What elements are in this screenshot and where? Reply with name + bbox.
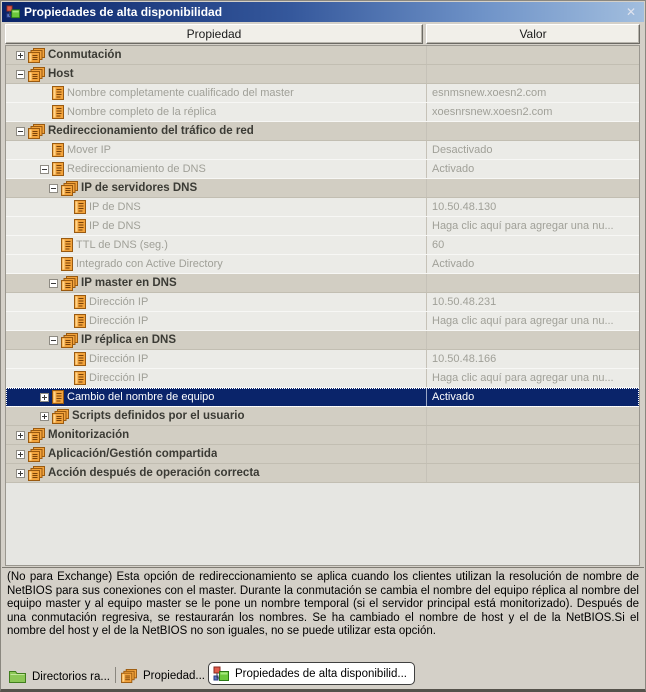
- tab-bar: [2, 645, 644, 689]
- property-value: xoesnrsnew.xoesn2.com: [426, 103, 639, 121]
- column-header-row: [5, 24, 640, 44]
- pages-stack-icon: [28, 447, 45, 462]
- table-row[interactable]: [6, 65, 639, 84]
- property-value: Haga clic aquí para agregar una nu...: [426, 217, 639, 235]
- property-value: [426, 445, 639, 463]
- property-value: [426, 407, 639, 425]
- table-row[interactable]: [6, 198, 639, 217]
- description-panel: (No para Exchange) Esta opción de redireccionamiento se aplica cuando los clientes utilizan la resolución de nombre de NetBIOS para sus conexiones con el master. Durante la conmutación se cambia el nombre del equipo réplica al nombre del equipo master y al equipo master se le pone un nombre temporal (si el servidor principal está monitorizado). Después de una conmutación regresiva, se restaurarán los nombres. Se ha cambiado el nombre de host y el de la NetBIOS.Si el nombre del host y el de la NetBIOS no son iguales, no se puede utilizar esta opción.: [2, 567, 644, 646]
- property-value: [426, 464, 639, 482]
- property-label: Integrado con Active Directory: [76, 258, 223, 270]
- property-label: IP de DNS: [89, 220, 141, 232]
- table-row[interactable]: [6, 350, 639, 369]
- pages-stack-icon: [28, 466, 45, 481]
- property-value: 60: [426, 236, 639, 254]
- property-value: Desactivado: [426, 141, 639, 159]
- document-icon: [74, 219, 86, 233]
- expand-toggle-icon[interactable]: [16, 70, 25, 79]
- table-row[interactable]: [6, 312, 639, 331]
- property-label: Redireccionamiento de DNS: [67, 163, 206, 175]
- document-icon: [74, 295, 86, 309]
- document-icon: [52, 390, 64, 404]
- property-value: [426, 46, 639, 64]
- property-label: Mover IP: [67, 144, 112, 156]
- property-label: Nombre completo de la réplica: [67, 106, 217, 118]
- pages-stack-icon: [28, 124, 45, 139]
- expand-toggle-icon[interactable]: [40, 412, 49, 421]
- expand-toggle-icon[interactable]: [16, 51, 25, 60]
- table-row[interactable]: [6, 293, 639, 312]
- expand-toggle-icon[interactable]: [16, 469, 25, 478]
- table-row[interactable]: [6, 46, 639, 65]
- expand-toggle-icon[interactable]: [49, 279, 58, 288]
- table-row[interactable]: [6, 255, 639, 274]
- document-icon: [74, 371, 86, 385]
- property-label: TTL de DNS (seg.): [76, 239, 168, 251]
- pages-stack-icon: [28, 67, 45, 82]
- pages-stack-icon: [28, 428, 45, 443]
- close-icon[interactable]: ✕: [625, 5, 636, 19]
- tab-label: Directorios ra...: [32, 670, 110, 683]
- property-value: [426, 426, 639, 444]
- table-row[interactable]: [6, 369, 639, 388]
- tab-label: Propiedad...: [142, 670, 205, 682]
- document-icon: [52, 105, 64, 119]
- property-grid: [5, 45, 640, 566]
- property-label: Acción después de operación correcta: [48, 467, 260, 479]
- property-value: Activado: [426, 388, 639, 406]
- property-value: Haga clic aquí para agregar una nu...: [426, 369, 639, 387]
- pages-stack-icon: [61, 276, 78, 291]
- tab-label: Propiedades de alta disponibilid...: [234, 667, 407, 680]
- property-label: IP de DNS: [89, 201, 141, 213]
- property-label: Conmutación: [48, 49, 122, 61]
- property-label: Scripts definidos por el usuario: [72, 410, 245, 422]
- property-label: IP réplica en DNS: [81, 334, 177, 346]
- property-value: Activado: [426, 255, 639, 273]
- table-row[interactable]: [6, 84, 639, 103]
- expand-toggle-icon[interactable]: [49, 184, 58, 193]
- pages-stack-icon: [28, 48, 45, 63]
- tab-directorios-ra[interactable]: [6, 668, 113, 685]
- document-icon: [74, 352, 86, 366]
- table-row[interactable]: [6, 103, 639, 122]
- property-label: Nombre completamente cualificado del master: [67, 87, 294, 99]
- property-value: [426, 179, 639, 197]
- document-icon: [52, 86, 64, 100]
- property-value: Activado: [426, 160, 639, 178]
- table-row[interactable]: [6, 236, 639, 255]
- window-title: Propiedades de alta disponibilidad: [24, 5, 223, 19]
- table-row[interactable]: [6, 426, 639, 445]
- table-row[interactable]: [6, 274, 639, 293]
- scenario-icon: [6, 5, 20, 19]
- tab-propiedad[interactable]: [118, 667, 208, 685]
- document-icon: [74, 200, 86, 214]
- property-value: 10.50.48.231: [426, 293, 639, 311]
- property-value: esnmsnew.xoesn2.com: [426, 84, 639, 102]
- property-value: [426, 65, 639, 83]
- table-row[interactable]: [6, 388, 639, 407]
- property-label: Host: [48, 68, 74, 80]
- table-row[interactable]: [6, 122, 639, 141]
- document-icon: [74, 314, 86, 328]
- tab-separator: [115, 667, 116, 683]
- expand-toggle-icon[interactable]: [40, 393, 49, 402]
- document-icon: [52, 162, 64, 176]
- property-label: Redireccionamiento del tráfico de red: [48, 125, 254, 137]
- pages-stack-icon: [121, 669, 137, 683]
- expand-toggle-icon[interactable]: [16, 127, 25, 136]
- pages-stack-icon: [61, 181, 78, 196]
- property-label: Dirección IP: [89, 315, 149, 327]
- property-label: Dirección IP: [89, 353, 149, 365]
- expand-toggle-icon[interactable]: [49, 336, 58, 345]
- table-row[interactable]: [6, 331, 639, 350]
- property-value: [426, 274, 639, 292]
- pages-stack-icon: [61, 333, 78, 348]
- title-bar[interactable]: [2, 2, 644, 22]
- property-label: Cambio del nombre de equipo: [67, 391, 215, 403]
- scenario-icon: [213, 666, 229, 682]
- property-label: Aplicación/Gestión compartida: [48, 448, 218, 460]
- property-label: Dirección IP: [89, 372, 149, 384]
- property-label: IP master en DNS: [81, 277, 177, 289]
- property-label: Monitorización: [48, 429, 130, 441]
- expand-toggle-icon[interactable]: [16, 431, 25, 440]
- document-icon: [52, 143, 64, 157]
- expand-toggle-icon[interactable]: [16, 450, 25, 459]
- property-value: [426, 331, 639, 349]
- table-row[interactable]: [6, 179, 639, 198]
- table-row[interactable]: [6, 464, 639, 483]
- expand-toggle-icon[interactable]: [40, 165, 49, 174]
- table-row[interactable]: [6, 445, 639, 464]
- folder-icon: [9, 670, 26, 683]
- property-label: IP de servidores DNS: [81, 182, 198, 194]
- table-row[interactable]: [6, 217, 639, 236]
- pages-stack-icon: [52, 409, 69, 424]
- property-value: 10.50.48.166: [426, 350, 639, 368]
- tab-propiedades-de-alta-disponibilid[interactable]: [208, 662, 415, 685]
- table-row[interactable]: [6, 141, 639, 160]
- property-value: Haga clic aquí para agregar una nu...: [426, 312, 639, 330]
- table-row[interactable]: [6, 407, 639, 426]
- property-value: 10.50.48.130: [426, 198, 639, 216]
- document-icon: [61, 257, 73, 271]
- column-header-propiedad[interactable]: Propiedad: [5, 24, 423, 44]
- table-row[interactable]: [6, 160, 639, 179]
- property-label: Dirección IP: [89, 296, 149, 308]
- property-value: [426, 122, 639, 140]
- column-header-valor[interactable]: Valor: [426, 24, 640, 44]
- document-icon: [61, 238, 73, 252]
